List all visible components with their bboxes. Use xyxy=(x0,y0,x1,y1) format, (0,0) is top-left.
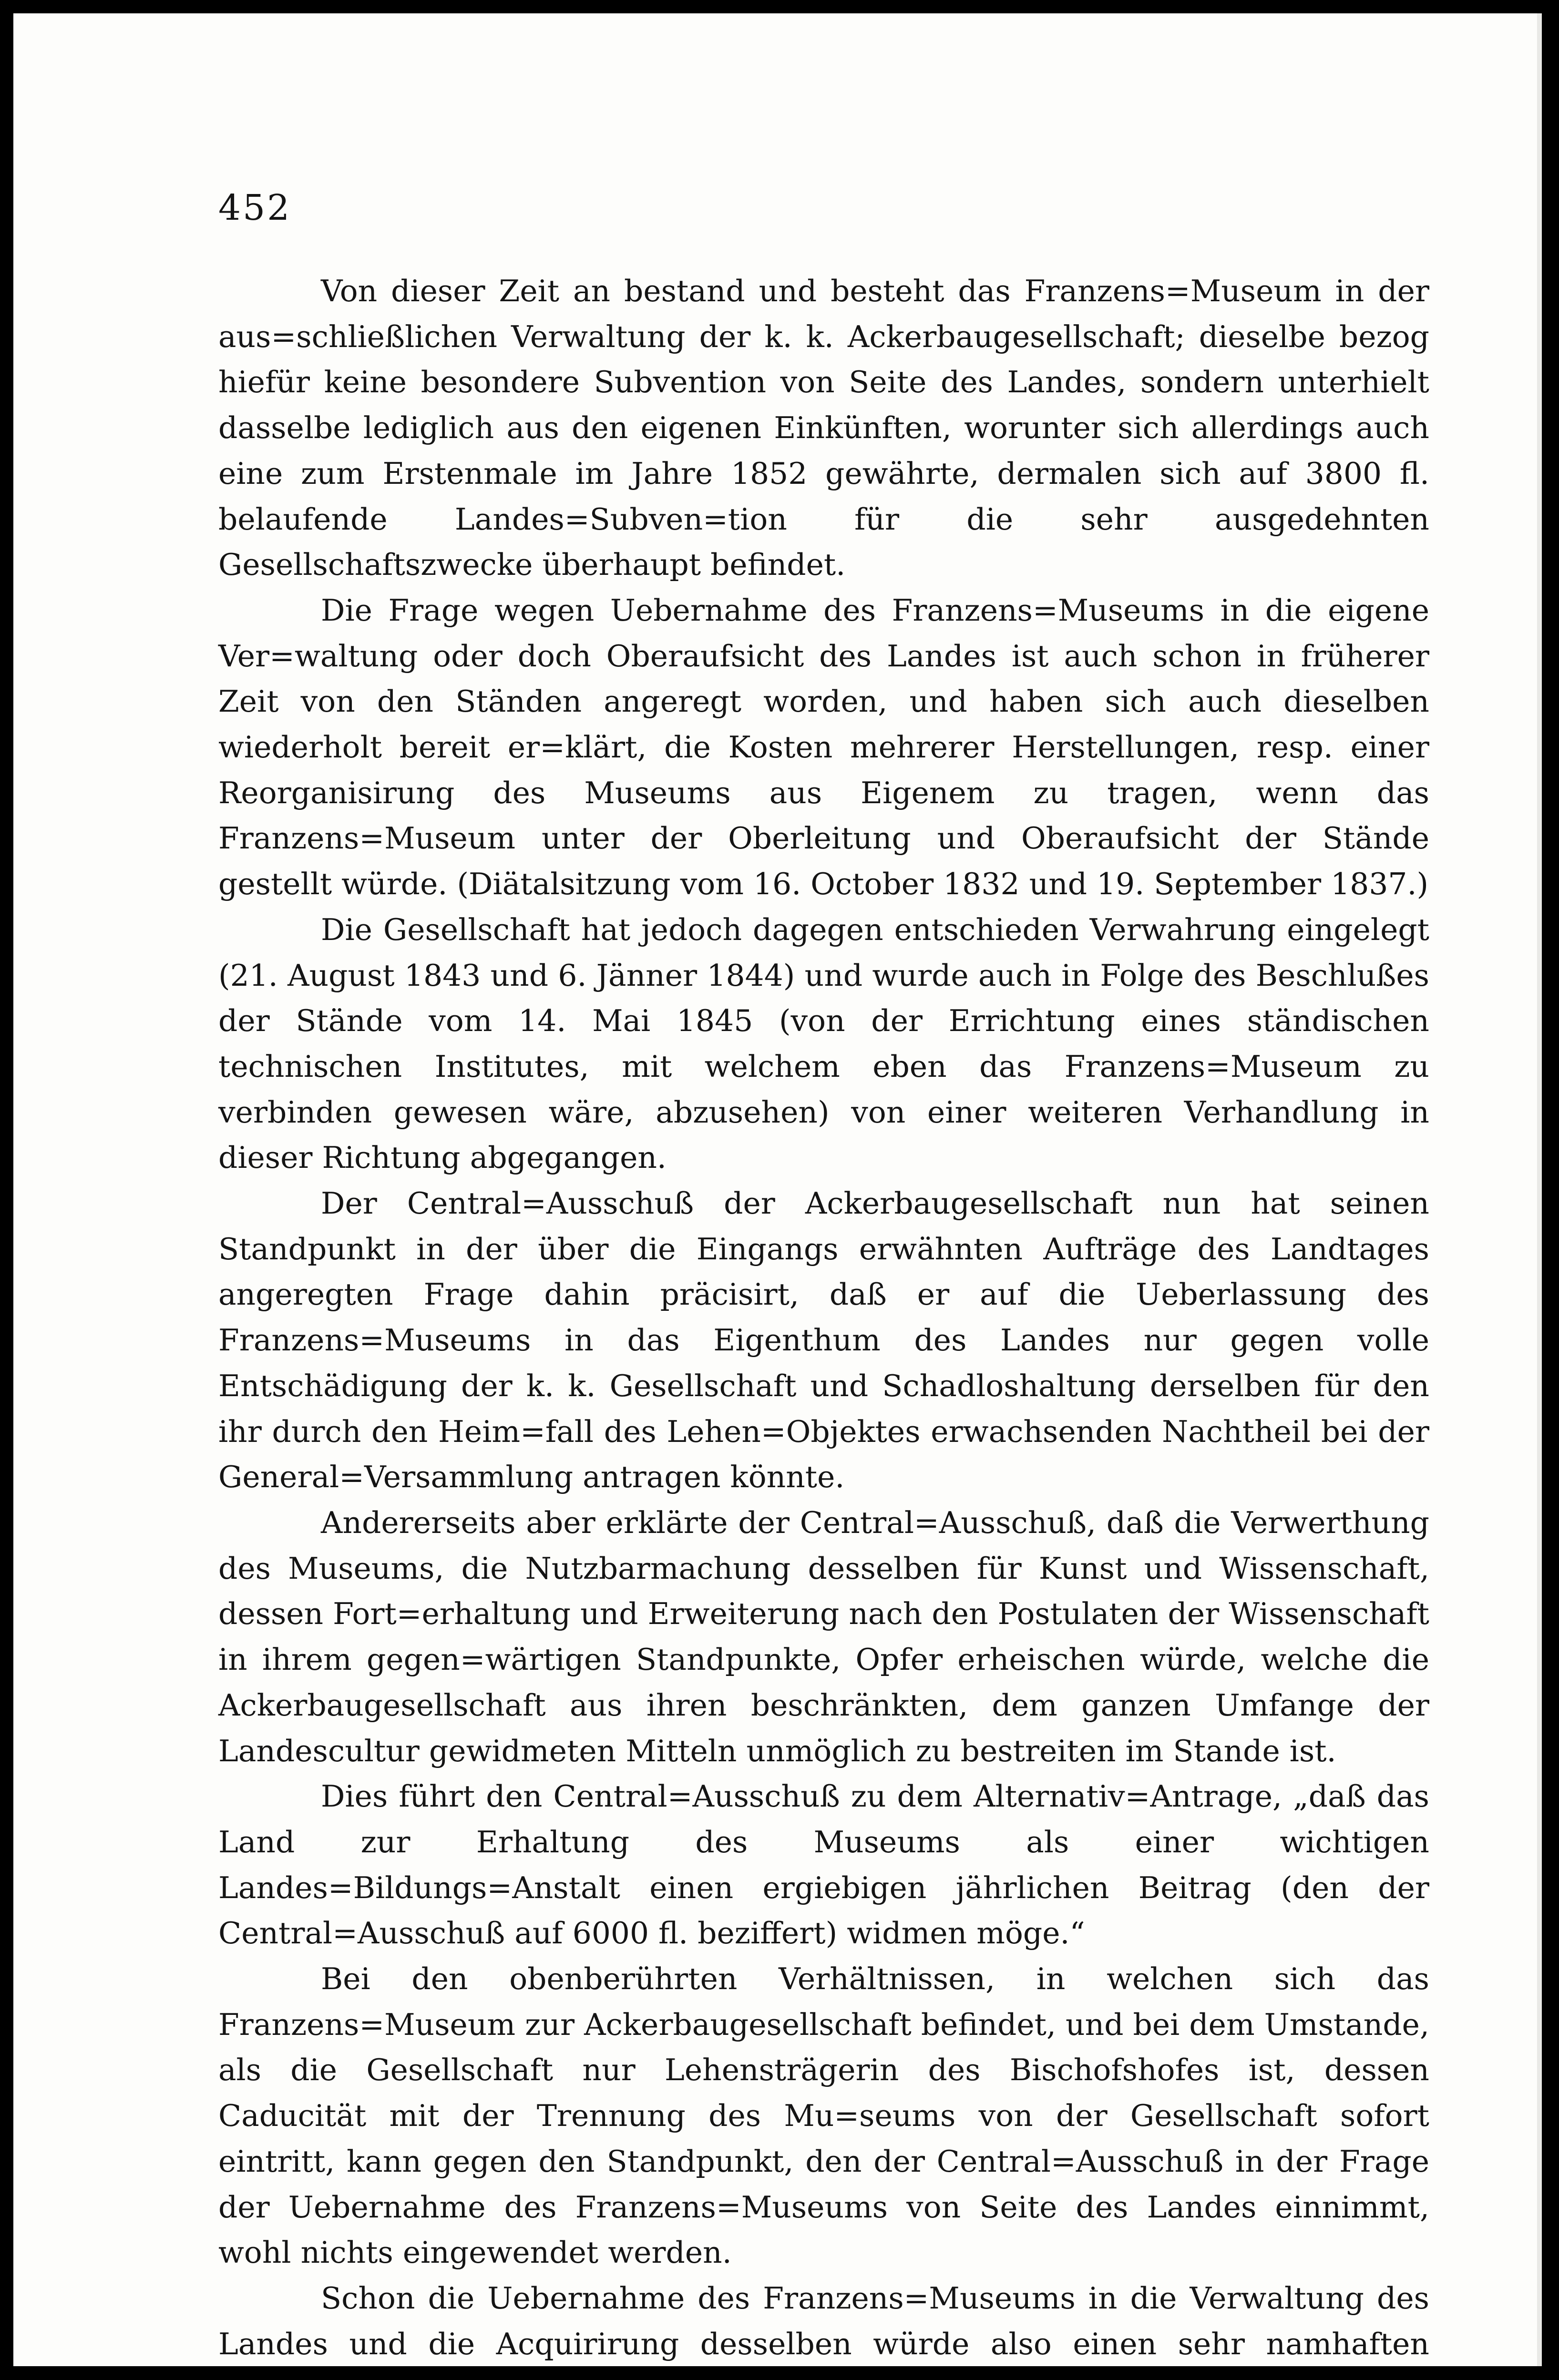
paragraph: Bei den obenberührten Verhältnissen, in welchen sich das Franzens=Museum zur Ackerbaugesellschaft befindet, und bei dem Umstande, als die Gesellschaft nur Lehensträgerin des Bischofshofes ist, dessen Caducität mit der Trennung des Mu=seums von der Gesellschaft sofort eintritt, kann gegen den Standpunkt, den der Central=Ausschuß in der Frage der Uebernahme des Franzens=Museums von Seite des Landes einnimmt, wohl nichts eingewendet werden. xyxy=(218,1961,1429,2270)
paragraph: Die Frage wegen Uebernahme des Franzens=Museums in die eigene Ver=waltung oder doch Oberaufsicht des Landes ist auch schon in früherer Zeit von den Ständen angeregt worden, und haben sich auch dieselben wiederholt bereit er=klärt, die Kosten mehrerer Herstellungen, resp. einer Reorganisirung des Museums aus Eigenem zu tragen, wenn das Franzens=Museum unter der Oberleitung und Oberaufsicht der Stände gestellt würde. (Diätalsitzung vom 16. October 1832 und 19. September 1837.) xyxy=(218,592,1429,902)
paragraph: Von dieser Zeit an bestand und besteht das Franzens=Museum in der aus=schließlichen Verwaltung der k. k. Ackerbaugesellschaft; dieselbe bezog hiefür keine besondere Subvention von Seite des Landes, sondern unterhielt dasselbe lediglich aus den eigenen Einkünften, worunter sich allerdings auch eine zum Erstenmale im Jahre 1852 gewährte, dermalen sich auf 3800 fl. belaufende Landes=Subven=tion für die sehr ausgedehnten Gesellschaftszwecke überhaupt befindet. xyxy=(218,274,1429,582)
paragraph: Andererseits aber erklärte der Central=Ausschuß, daß die Verwerthung des Museums, die Nutzbarmachung desselben für Kunst und Wissenschaft, dessen Fort=erhaltung und Erweiterung nach den Postulaten der Wissenschaft in ihrem gegen=wärtigen Standpunkte, Opfer erheischen würde, welche die Ackerbaugesellschaft aus ihren beschränkten, dem ganzen Umfange der Landescultur gewidmeten Mitteln unmöglich zu bestreiten im Stande ist. xyxy=(218,1505,1429,1768)
document-page xyxy=(13,13,1542,2366)
page-edge xyxy=(1537,13,1542,2366)
body-text xyxy=(218,268,1429,2366)
paragraph: Dies führt den Central=Ausschuß zu dem Alternativ=Antrage, „daß das Land zur Erhaltung des Museums als einer wichtigen Landes=Bildungs=Anstalt einen ergiebigen jährlichen Beitrag (den der Central=Ausschuß auf 6000 fl. beziffert) widmen möge.“ xyxy=(218,1779,1429,1951)
page-number: 452 xyxy=(218,187,292,228)
paragraph: Der Central=Ausschuß der Ackerbaugesellschaft nun hat seinen Standpunkt in der über die Eingangs erwähnten Aufträge des Landtages angeregten Frage dahin präcisirt, daß er auf die Ueberlassung des Franzens=Museums in das Eigenthum des Landes nur gegen volle Entschädigung der k. k. Gesellschaft und Schadloshaltung derselben für den ihr durch den Heim=fall des Lehen=Objektes erwachsenden Nachtheil bei der General=Versammlung antragen könnte. xyxy=(218,1186,1429,1495)
paragraph: Schon die Uebernahme des Franzens=Museums in die Verwaltung des Landes und die Acquirirung desselben würde also einen sehr namhaften xyxy=(218,2280,1429,2361)
paragraph: Die Gesellschaft hat jedoch dagegen entschieden Verwahrung eingelegt (21. August 1843 und 6. Jänner 1844) und wurde auch in Folge des Beschlußes der Stände vom 14. Mai 1845 (von der Errichtung eines ständischen technischen Institutes, mit welchem eben das Franzens=Museum zu verbinden gewesen wäre, abzusehen) von einer weiteren Verhandlung in dieser Richtung abgegangen. xyxy=(218,912,1429,1175)
